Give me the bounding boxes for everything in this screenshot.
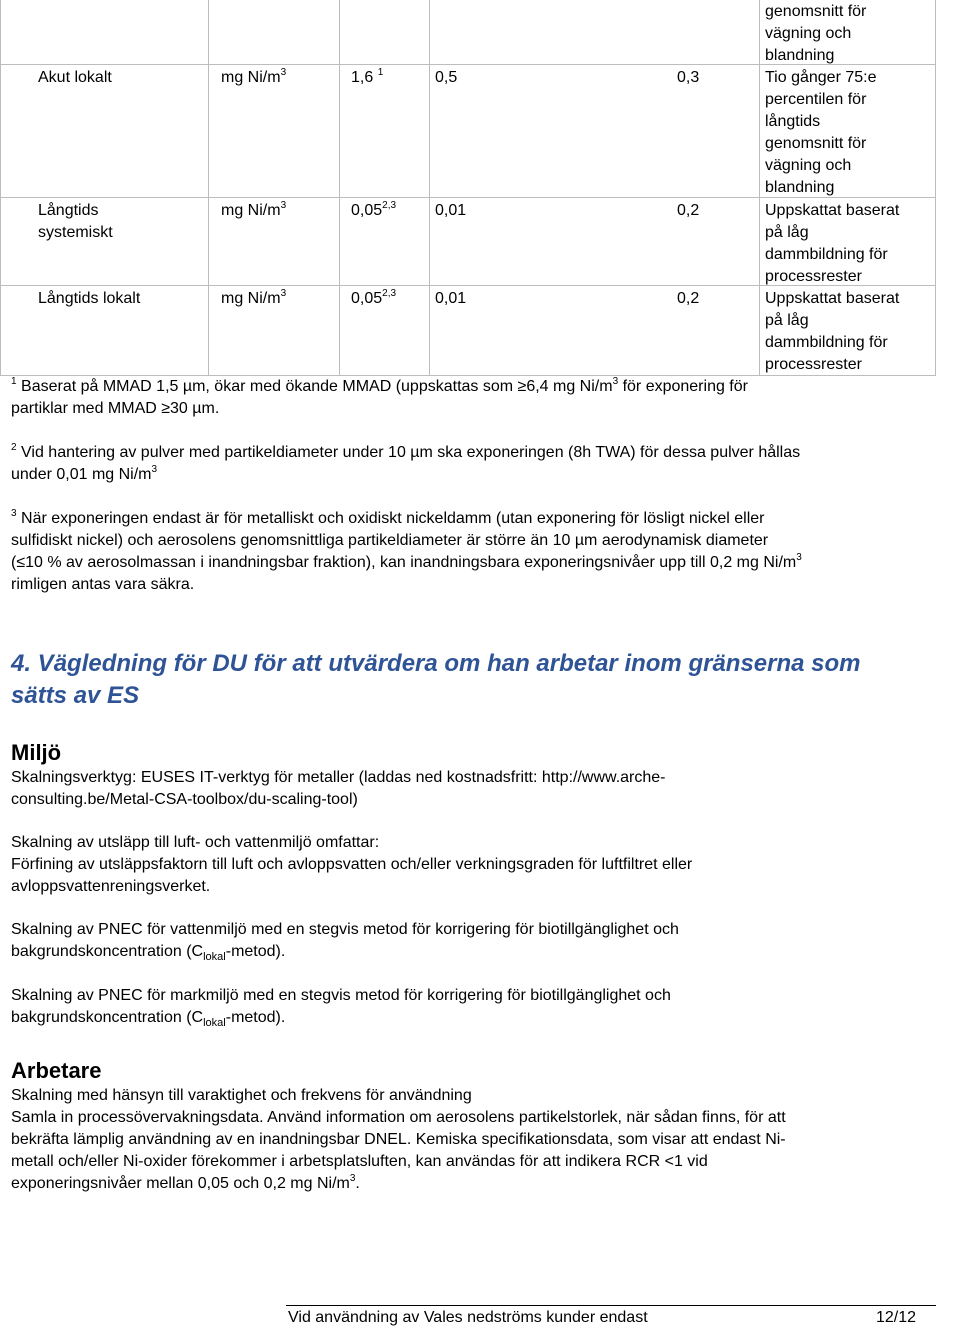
footnote-1: $^1$ Baserat på MMAD 1,5 µm, ökar med ökande MMAD (uppskattas som ≥6,4 mg $Ni/m^3$ för exponering för partiklar med MMAD ≥30 µm. <box>11 376 748 417</box>
row-value-3: 0,3 <box>677 69 700 86</box>
page-number: 12/12 <box>876 1309 917 1326</box>
miljo-heading: Miljö <box>11 740 62 765</box>
table-col-divider <box>759 0 760 376</box>
row-label: Akut lokalt <box>38 69 112 86</box>
table-col-divider <box>429 0 430 376</box>
scaling-tool-text: Skalningsverktyg: EUSES IT-verktyg för metaller (laddas ned kostnadsfritt: http://www.arche- consulting.be/Metal-CSA-toolbox/du-scaling-tool) <box>11 769 666 808</box>
footer-rule <box>286 1305 936 1306</box>
table-note-continuation <box>765 1 933 67</box>
section-heading: 4. Vägledning för DU för att utvärdera om han arbetar inom gränserna som sätts av ES <box>11 650 861 709</box>
row-value-1: 1,6 $^1$ <box>351 67 384 86</box>
pnec-soil-text: Skalning av PNEC för markmiljö med en stegvis metod för korrigering för biotillgänglighet och bakgrundskoncentration $(C_{lokal}-metod)$. <box>11 987 671 1029</box>
row-unit: mg $Ni/m^3$ <box>221 288 287 307</box>
row-label: Långtids lokalt <box>38 290 141 307</box>
row-value-2: 0,5 <box>435 69 458 86</box>
note-line: genomsnitt för <box>765 3 867 20</box>
note-line: blandning <box>765 47 835 64</box>
row-value-1: 0,05$^{2,3}$ <box>351 288 397 307</box>
row-note: Uppskattat baserat på låg dammbildning för processrester <box>765 290 900 373</box>
footer-text: Vid användning av Vales nedströms kunder endast <box>288 1309 648 1326</box>
emission-scaling-text: Skalning av utsläpp till luft- och vattenmiljö omfattar: Förfining av utsläppsfaktorn till luft och avloppsvatten och/eller verkningsgraden för luftfiltret eller avloppsvattenreningsverket. <box>11 834 693 895</box>
row-unit: mg $Ni/m^3$ <box>221 67 287 86</box>
row-value-2: 0,01 <box>435 202 467 219</box>
row-value-2: 0,01 <box>435 290 467 307</box>
row-value-3: 0,2 <box>677 202 700 219</box>
row-value-1: 0,05$^{2,3}$ <box>351 200 397 219</box>
table-border-left <box>0 0 1 376</box>
footnote-3: $^3$ När exponeringen endast är för metalliskt och oxidiskt nickeldamm (utan exponering för lösligt nickel eller sulfidiskt nickel) och aerosolens genomsnittliga partikeldiameter är större än 10 µm aerodynamisk diameter (≤10 % av aerosolmassan i inandningsbar fraktion), kan inandningsbara exponeringsnivåer upp till 0,2 mg $Ni/m^3$ rimligen antas vara säkra. <box>11 508 802 593</box>
arbetare-text: Skalning med hänsyn till varaktighet och frekvens för användning Samla in processövervakningsdata. Använd information om aerosolens partikelstorlek, när sådan finns, för att bekräfta lämplig användning av en inandningsbar DNEL. Kemiska specifikationsdata, som visar att endast Ni- metall och/eller Ni-oxider förekommer i arbetsplatsluften, kan användas för att indikera RCR <1 vid exponeringsnivåer mellan 0,05 och 0,2 mg $Ni/m^3$. <box>11 1087 786 1192</box>
pnec-water-text: Skalning av PNEC för vattenmiljö med en stegvis metod för korrigering för biotillgänglighet och bakgrundskoncentration $(C_{lokal}-metod)$. <box>11 921 679 963</box>
footnote-2: $^2$ Vid hantering av pulver med partikeldiameter under 10 µm ska exponeringen (8h TWA) för dessa pulver hållas under 0,01 mg $Ni/m^3$ <box>11 442 801 483</box>
table-border-right <box>935 0 936 376</box>
row-note: Uppskattat baserat på låg dammbildning för processrester <box>765 202 900 285</box>
arbetare-heading: Arbetare <box>11 1058 102 1083</box>
row-label: Långtids systemiskt <box>38 202 113 241</box>
table-col-divider <box>339 0 340 376</box>
row-note: Tio gånger 75:e percentilen för långtids genomsnitt för vägning och blandning <box>765 69 877 196</box>
table-col-divider <box>208 0 209 376</box>
dnel-table <box>0 0 936 376</box>
row-unit: mg $Ni/m^3$ <box>221 200 287 219</box>
note-line: vägning och <box>765 25 852 42</box>
row-value-3: 0,2 <box>677 290 700 307</box>
